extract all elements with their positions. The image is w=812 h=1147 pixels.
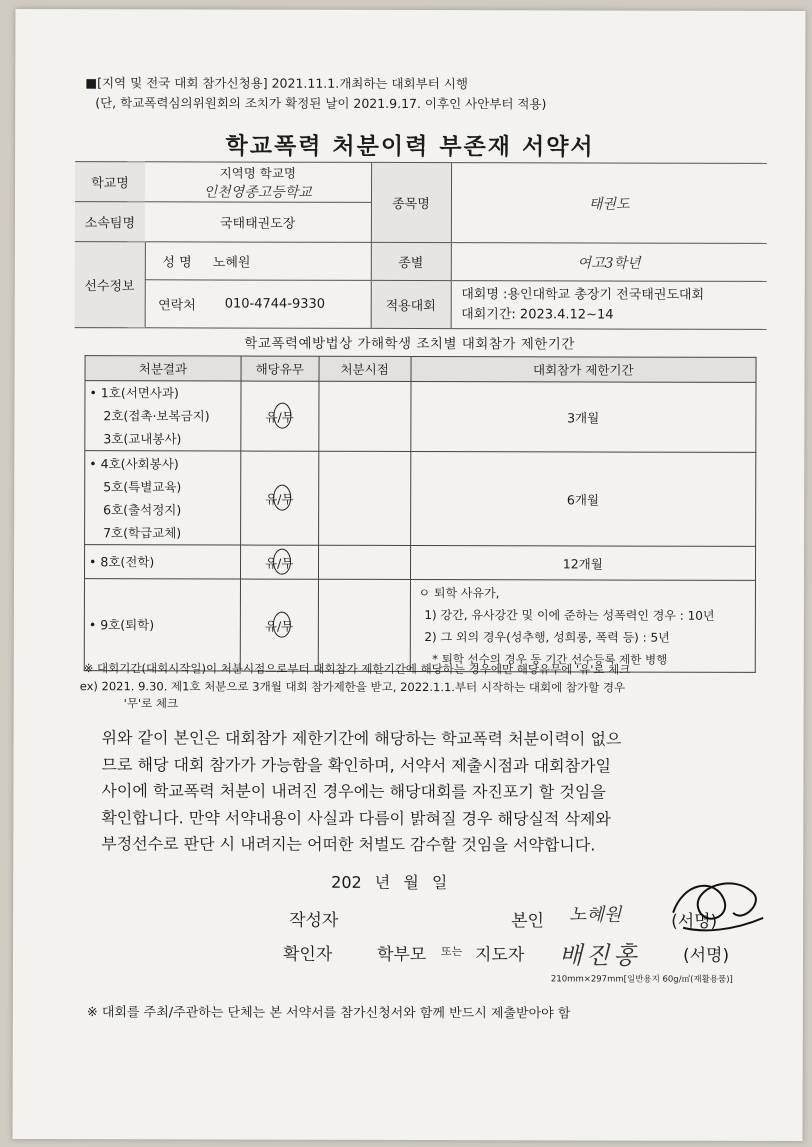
result-item: 5호(특별교육) [103,478,182,494]
sign-mark-teacher: (서명) [682,945,730,966]
table-row [84,579,755,673]
applicable-text: 유/무 [265,409,294,425]
name-label: 성 명 [145,242,209,280]
pledge-line: 사이에 학교폭력 처분이 내려진 경우에는 해당대회를 자진포기 할 것임을 [101,781,606,802]
teacher-name-handwritten: 배진홍 [558,941,641,970]
result-cell [84,579,240,671]
applicable-cell[interactable] [240,545,318,579]
notice-line-1: ■[지역 및 전국 대회 참가신청용] 2021.11.1.개최하는 대회부터 시행 [85,75,468,92]
event-label: 종목명 [371,162,451,242]
table-row [85,451,756,547]
name-value: 노혜원 [209,242,371,280]
notice-line-2: (단, 학교폭력심의위원회의 조치가 확정된 날이 2021.9.17. 이후인 사안부터 적용) [95,95,547,112]
applicable-cell[interactable] [241,381,319,451]
pledge-line: 확인합니다. 만약 서약내용이 사실과 다름이 밝혀질 경우 해당실적 삭제와 [101,807,611,829]
self-label: 본인 [511,911,544,932]
pledge-line: 므로 해당 대회 참가가 가능함을 확인하며, 서약서 제출시점과 대회참가일 [101,754,611,776]
applicable-text: 유/무 [265,555,294,571]
result-item: • 8호(전학) [89,554,155,570]
applicable-text: 유/무 [264,618,294,634]
duration-cell: 12개월 [410,546,756,581]
team-label: 소속팀명 [75,202,145,242]
result-cell [85,381,241,451]
type-label: 종별 [371,242,451,280]
result-item: 7호(학급교체) [103,524,182,540]
school-cell [145,162,371,203]
school-hint: 지역명 학교명 [219,165,297,181]
type-value: 여고3학년 [451,243,767,282]
team-value: 국태태권도장 [145,202,371,243]
header-duration: 대회참가 제한기간 [411,357,757,383]
result-item: • 9호(퇴학) [88,617,155,633]
competition-label: 적용대회 [371,280,451,328]
school-label: 학교명 [75,162,145,202]
paper-size-note: 210mm×297mm[일반용지 60g/㎡(재활용품)] [550,974,733,985]
duration-cell: 6개월 [410,452,756,547]
duration-line: 2) 그 외의 경우(성추행, 성희롱, 폭력 등) : 5년 [424,629,670,645]
header-applicable: 해당유무 [241,356,319,381]
bottom-note: ※ 대회를 주최/주관하는 단체는 본 서약서를 참가신청서와 함께 반드시 제출받아야 함 [86,1005,571,1022]
date-line: 202 년 월 일 [331,872,448,893]
duration-line: ㅇ 퇴학 사유가, [418,585,500,600]
circle-mark [273,611,291,637]
duration-line: 1) 강간, 유사강간 및 이에 준하는 성폭력인 경우 : 10년 [424,607,715,623]
sign-mark-self: (서명) [671,911,718,932]
timing-cell [318,545,410,579]
contact-value: 010-4744-9330 [209,280,371,328]
result-item: • 4호(사회봉사) [89,455,179,471]
document-title: 학교폭력 처분이력 부존재 서약서 [225,133,595,161]
competition-name: 대회명 :용인대학교 총장기 전국태권도대회 [461,286,705,303]
duration-cell [410,580,756,673]
circle-mark [273,548,291,574]
header-timing: 처분시점 [319,356,411,381]
circle-mark [273,484,291,510]
footnote-3: '무'로 체크 [123,696,179,711]
result-cell [84,545,240,579]
pledge-line: 위와 같이 본인은 대회참가 제한기간에 해당하는 학교폭력 처분이력이 없으 [101,728,622,749]
result-item: 6호(출석정지) [103,501,182,517]
table-row [85,381,756,453]
pledge-line: 부정선수로 판단 시 내려지는 어떠한 처벌도 감수할 것임을 서약합니다. [101,834,596,855]
timing-cell [318,579,410,671]
pledge-document [13,9,806,1141]
school-value: 인천영종고등학교 [203,183,312,201]
event-value: 태권도 [451,163,767,244]
header-result: 처분결과 [85,356,241,381]
applicable-text: 유/무 [265,491,294,507]
duration-cell: 3개월 [410,382,756,453]
contact-label: 연락처 [145,280,209,328]
applicable-cell[interactable] [240,579,318,671]
result-item: • 1호(서면사과) [89,385,179,401]
competition-cell [451,281,767,330]
timing-cell [318,381,410,451]
timing-cell [318,451,410,545]
author-label: 작성자 [289,910,339,931]
or-label: 또는 [440,945,463,959]
restriction-subtitle: 학교폭력예방법상 가해학생 조치별 대회참가 제한기간 [244,335,575,353]
teacher-label: 지도자 [474,945,525,966]
footnote-2: ex) 2021. 9.30. 제1호 처분으로 3개월 대회 참가제한을 받고, 2022.1.1.부터 시작하는 대회에 참가할 경우 [79,679,626,695]
result-cell [85,451,241,545]
player-info-label: 선수정보 [75,242,145,328]
competition-period: 대회기간: 2023.4.12~14 [461,306,614,323]
applicant-info-table [75,161,767,330]
self-name-handwritten: 노혜원 [569,904,622,926]
circle-mark [273,402,291,428]
duration-line: * 퇴학 선수의 경우 동 기간 선수등록 제한 병행 [432,651,668,667]
restriction-table [84,355,757,673]
parent-label: 학부모 [376,944,427,966]
pledge-paragraph [101,725,741,859]
signature-scribble [663,873,773,943]
footnote-1: ※ 대회기간(대회시작일)이 처분시점으로부터 대회참가 제한기간에 해당하는 경우에만 해당유무에 '유'로 체크 [83,661,631,677]
confirm-label: 확인자 [282,944,333,965]
table-row [84,545,755,581]
result-item: 3호(교내봉사) [103,431,182,447]
applicable-cell[interactable] [240,451,318,545]
result-item: 2호(접촉·보복금지) [103,408,210,424]
